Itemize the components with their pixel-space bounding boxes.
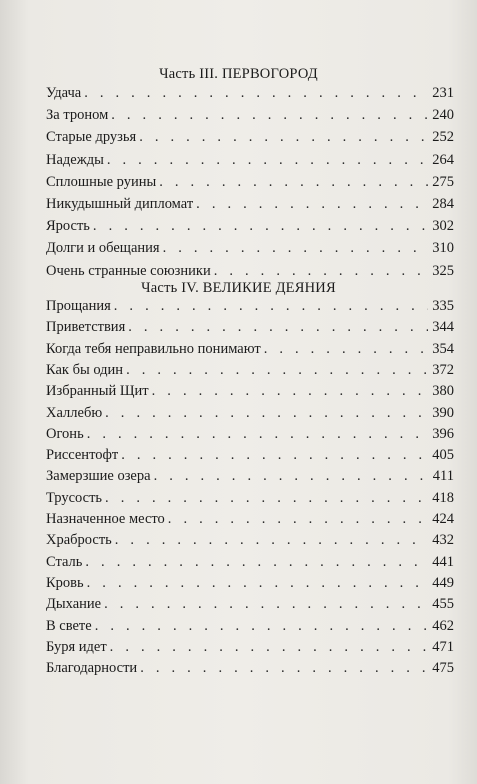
entry-title: Риссентофт xyxy=(46,447,119,464)
dot-leader xyxy=(163,237,429,259)
entry-title: Долги и обещания xyxy=(46,240,160,257)
entry-title: Прощания xyxy=(46,298,111,314)
entry-page-number: 462 xyxy=(432,617,454,634)
toc-entry xyxy=(46,149,454,171)
toc-entry xyxy=(46,295,454,317)
toc-entry xyxy=(46,572,454,594)
entry-title: Буря идет xyxy=(46,638,107,655)
entry-title: Огонь xyxy=(46,425,84,442)
toc-entry xyxy=(46,636,454,658)
toc-entry xyxy=(46,508,454,530)
entry-page-number: 264 xyxy=(432,151,454,168)
entry-title: Очень странные союзники xyxy=(46,262,211,279)
entry-title: Кровь xyxy=(46,574,84,591)
toc-entry xyxy=(46,529,454,551)
dot-leader xyxy=(107,149,428,171)
toc-entry xyxy=(46,260,454,282)
toc-entry xyxy=(46,593,454,615)
entry-page-number: 240 xyxy=(432,107,454,124)
toc-entry xyxy=(46,487,454,509)
dot-leader xyxy=(115,529,428,551)
dot-leader xyxy=(214,260,429,282)
dot-leader xyxy=(159,171,428,193)
entry-title: За троном xyxy=(46,107,109,124)
toc-entry xyxy=(46,82,454,104)
entry-page-number: 418 xyxy=(432,489,454,506)
entry-title: Назначенное место xyxy=(46,511,165,527)
entry-title: Сталь xyxy=(46,553,83,570)
part-heading: Часть III. ПЕРВОГОРОД xyxy=(159,66,318,82)
dot-leader xyxy=(196,193,428,215)
entry-title: Никудышный дипломат xyxy=(46,196,194,212)
dot-leader xyxy=(84,82,428,104)
dot-leader xyxy=(104,593,428,615)
entry-title: Ярость xyxy=(46,218,90,235)
entry-title: Старые друзья xyxy=(46,129,137,146)
entry-title: Дыхание xyxy=(46,596,102,613)
toc-entry xyxy=(46,465,454,487)
dot-leader xyxy=(105,487,428,509)
entry-page-number: 344 xyxy=(432,319,454,336)
entry-title: Сплошные руины xyxy=(46,173,157,190)
entry-page-number: 411 xyxy=(432,468,454,485)
entry-page-number: 275 xyxy=(432,173,454,190)
entry-title: Когда тебя неправильно понимают xyxy=(46,340,261,357)
toc-entry xyxy=(46,338,454,360)
dot-leader xyxy=(264,338,429,360)
toc-entry xyxy=(46,444,454,466)
dot-leader xyxy=(85,551,428,573)
toc-entry xyxy=(46,126,454,148)
dot-leader xyxy=(110,636,429,658)
entry-page-number: 310 xyxy=(432,240,454,257)
entry-title: В свете xyxy=(46,617,92,634)
entry-page-number: 441 xyxy=(432,553,454,570)
dot-leader xyxy=(93,215,428,237)
entry-page-number: 325 xyxy=(432,262,454,279)
dot-leader xyxy=(128,316,428,338)
dot-leader xyxy=(126,359,428,381)
entry-page-number: 380 xyxy=(432,383,454,400)
entry-title: Храбрость xyxy=(46,532,112,549)
dot-leader xyxy=(121,444,428,466)
dot-leader xyxy=(95,615,429,637)
entry-page-number: 396 xyxy=(432,425,454,442)
entry-page-number: 475 xyxy=(432,660,454,677)
dot-leader xyxy=(168,508,428,530)
toc-entry xyxy=(46,237,454,259)
dot-leader xyxy=(152,380,429,402)
dot-leader xyxy=(111,104,428,126)
entry-page-number: 432 xyxy=(432,532,454,549)
entry-page-number: 405 xyxy=(432,447,454,464)
entry-title: Удача xyxy=(46,85,82,101)
toc-entry xyxy=(46,193,454,215)
toc-entry xyxy=(46,359,454,381)
toc-entry xyxy=(46,215,454,237)
toc-entry xyxy=(46,657,454,679)
entry-page-number: 372 xyxy=(432,361,454,378)
entry-title: Халлебю xyxy=(46,404,103,421)
toc-entry xyxy=(46,171,454,193)
entry-page-number: 390 xyxy=(432,404,454,421)
dot-leader xyxy=(140,657,428,679)
toc-entry xyxy=(46,104,454,126)
dot-leader xyxy=(154,465,429,487)
entry-page-number: 302 xyxy=(432,218,454,235)
entry-page-number: 455 xyxy=(432,596,454,613)
toc-entry xyxy=(46,402,454,424)
entry-title: Надежды xyxy=(46,151,104,168)
entry-page-number: 354 xyxy=(432,340,454,357)
entry-page-number: 449 xyxy=(432,574,454,591)
entry-title: Избранный Щит xyxy=(46,383,149,400)
dot-leader xyxy=(87,423,429,445)
dot-leader xyxy=(87,572,429,594)
entry-page-number: 471 xyxy=(432,638,454,655)
toc-entry xyxy=(46,615,454,637)
entry-page-number: 424 xyxy=(432,511,454,527)
dot-leader xyxy=(139,126,428,148)
entry-page-number: 284 xyxy=(432,196,454,212)
entry-title: Приветствия xyxy=(46,319,126,336)
toc-entry xyxy=(46,423,454,445)
dot-leader xyxy=(114,295,428,317)
toc-entry xyxy=(46,551,454,573)
entry-title: Благодарности xyxy=(46,660,138,677)
entry-title: Замерзшие озера xyxy=(46,468,151,485)
entry-page-number: 252 xyxy=(432,129,454,146)
entry-title: Как бы один xyxy=(46,361,124,378)
toc-entry xyxy=(46,380,454,402)
entry-page-number: 231 xyxy=(432,85,454,101)
part-heading: Часть IV. ВЕЛИКИЕ ДЕЯНИЯ xyxy=(141,280,336,296)
entry-page-number: 335 xyxy=(432,298,454,314)
entry-title: Трусость xyxy=(46,489,103,506)
dot-leader xyxy=(105,402,428,424)
toc-entry xyxy=(46,316,454,338)
